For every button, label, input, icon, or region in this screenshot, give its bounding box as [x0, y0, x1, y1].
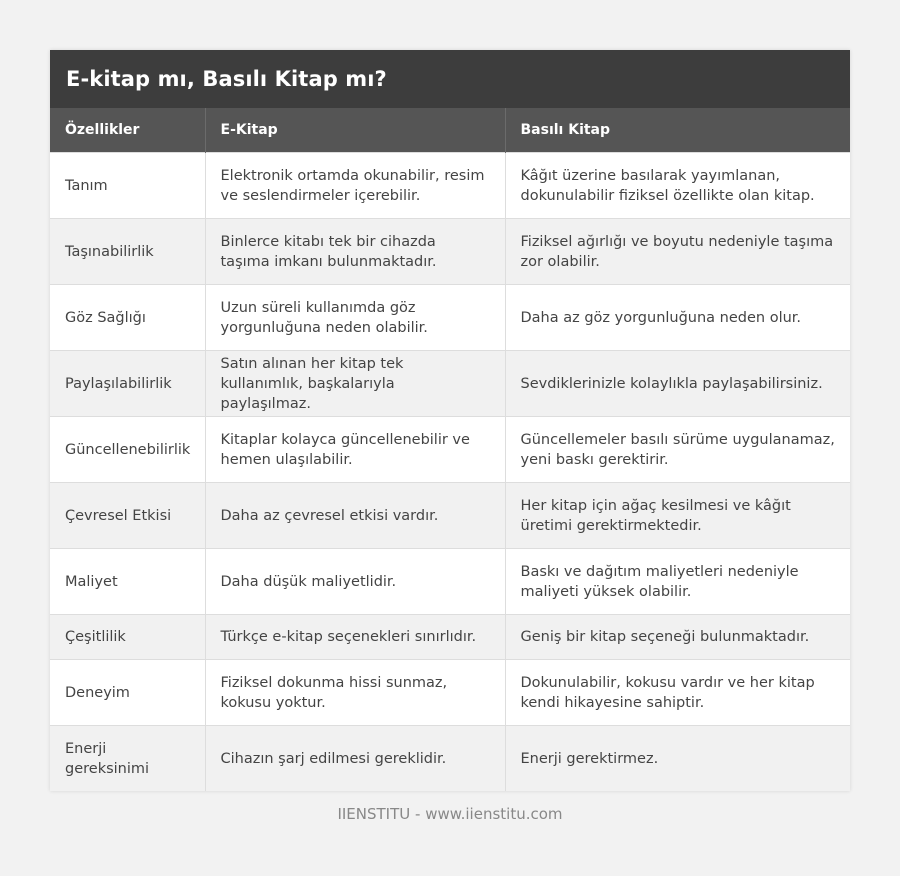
- table-row: [50, 483, 850, 549]
- feature-cell: Çeşitlilik: [50, 615, 205, 660]
- ebook-cell: Kitaplar kolayca güncellenebilir ve hemen ulaşılabilir.: [205, 417, 505, 483]
- column-header-printed-book: Basılı Kitap: [505, 108, 850, 153]
- table-row: [50, 660, 850, 726]
- comparison-card: [50, 50, 850, 791]
- ebook-cell: Fiziksel dokunma hissi sunmaz, kokusu yoktur.: [205, 660, 505, 726]
- feature-cell: Enerji gereksinimi: [50, 726, 205, 792]
- table-row: [50, 615, 850, 660]
- table-row: [50, 549, 850, 615]
- printed-book-cell: Kâğıt üzerine basılarak yayımlanan, dokunulabilir fiziksel özellikte olan kitap.: [505, 153, 850, 219]
- table-row: [50, 153, 850, 219]
- ebook-cell: Türkçe e-kitap seçenekleri sınırlıdır.: [205, 615, 505, 660]
- ebook-cell: Cihazın şarj edilmesi gereklidir.: [205, 726, 505, 792]
- feature-cell: Çevresel Etkisi: [50, 483, 205, 549]
- table-row: [50, 417, 850, 483]
- column-header-ebook: E-Kitap: [205, 108, 505, 153]
- printed-book-cell: Geniş bir kitap seçeneği bulunmaktadır.: [505, 615, 850, 660]
- table-row: [50, 351, 850, 417]
- table-row: [50, 285, 850, 351]
- printed-book-cell: Daha az göz yorgunluğuna neden olur.: [505, 285, 850, 351]
- ebook-cell: Daha düşük maliyetlidir.: [205, 549, 505, 615]
- ebook-cell: Satın alınan her kitap tek kullanımlık, başkalarıyla paylaşılmaz.: [205, 351, 505, 417]
- header-row: [50, 108, 850, 153]
- printed-book-cell: Baskı ve dağıtım maliyetleri nedeniyle maliyeti yüksek olabilir.: [505, 549, 850, 615]
- feature-cell: Taşınabilirlik: [50, 219, 205, 285]
- ebook-cell: Daha az çevresel etkisi vardır.: [205, 483, 505, 549]
- table-row: [50, 726, 850, 792]
- title-bar: [50, 50, 850, 108]
- ebook-cell: Binlerce kitabı tek bir cihazda taşıma imkanı bulunmaktadır.: [205, 219, 505, 285]
- footer-credit: IIENSTITU - www.iienstitu.com: [337, 805, 563, 823]
- feature-cell: Maliyet: [50, 549, 205, 615]
- table-title: E-kitap mı, Basılı Kitap mı?: [66, 67, 387, 91]
- printed-book-cell: Her kitap için ağaç kesilmesi ve kâğıt üretimi gerektirmektedir.: [505, 483, 850, 549]
- printed-book-cell: Güncellemeler basılı sürüme uygulanamaz, yeni baskı gerektirir.: [505, 417, 850, 483]
- feature-cell: Deneyim: [50, 660, 205, 726]
- feature-cell: Güncellenebilirlik: [50, 417, 205, 483]
- ebook-cell: Uzun süreli kullanımda göz yorgunluğuna neden olabilir.: [205, 285, 505, 351]
- printed-book-cell: Enerji gerektirmez.: [505, 726, 850, 792]
- feature-cell: Paylaşılabilirlik: [50, 351, 205, 417]
- feature-cell: Tanım: [50, 153, 205, 219]
- table-row: [50, 219, 850, 285]
- feature-cell: Göz Sağlığı: [50, 285, 205, 351]
- comparison-table: [50, 108, 850, 791]
- ebook-cell: Elektronik ortamda okunabilir, resim ve seslendirmeler içerebilir.: [205, 153, 505, 219]
- column-header-features: Özellikler: [50, 108, 205, 153]
- printed-book-cell: Fiziksel ağırlığı ve boyutu nedeniyle taşıma zor olabilir.: [505, 219, 850, 285]
- printed-book-cell: Sevdiklerinizle kolaylıkla paylaşabilirsiniz.: [505, 351, 850, 417]
- printed-book-cell: Dokunulabilir, kokusu vardır ve her kitap kendi hikayesine sahiptir.: [505, 660, 850, 726]
